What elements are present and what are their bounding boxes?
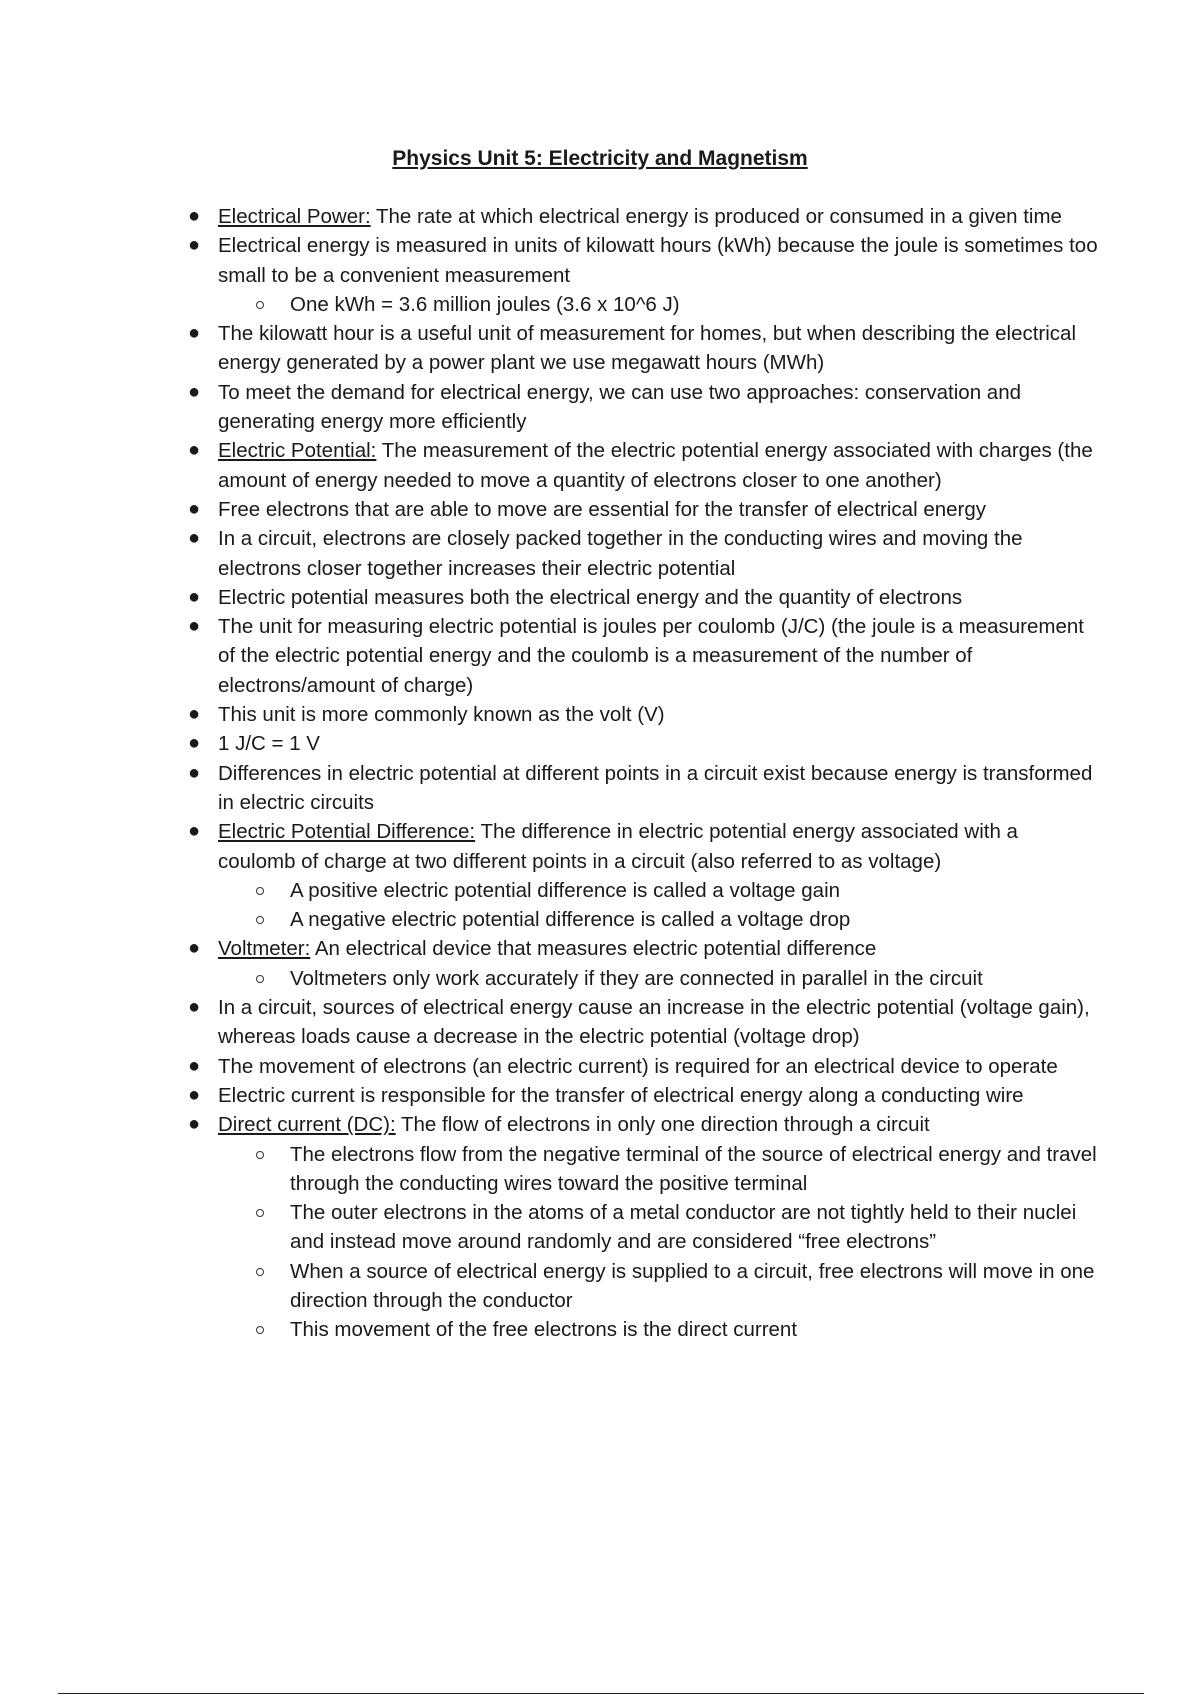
bullet-icon: ● xyxy=(187,761,201,784)
list-item xyxy=(187,817,1098,934)
notes-list xyxy=(187,202,1098,1345)
item-text: The movement of electrons (an electric current) is required for an electrical device to operate xyxy=(218,1054,1058,1078)
sub-list-item xyxy=(290,290,1098,319)
sub-list-item xyxy=(290,1140,1098,1199)
item-text: The rate at which electrical energy is produced or consumed in a given time xyxy=(370,205,1062,228)
bullet-icon: ● xyxy=(187,439,201,462)
hollow-bullet-icon xyxy=(256,1326,264,1334)
sub-item-text: When a source of electrical energy is supplied to a circuit, free electrons will move in one direction through the conductor xyxy=(290,1259,1095,1312)
sub-item-text: A negative electric potential difference is called a voltage drop xyxy=(290,908,851,932)
list-item xyxy=(187,729,1098,758)
list-item xyxy=(187,436,1098,495)
item-text: The flow of electrons in only one direction through a circuit xyxy=(395,1113,930,1137)
bullet-icon: ● xyxy=(187,820,201,843)
item-text: The measurement of the electric potential energy associated with charges (the amount of energy needed to move a quantity of electrons closer to one another) xyxy=(218,439,1093,492)
item-text: An electrical device that measures electric potential difference xyxy=(310,937,877,961)
bullet-icon: ● xyxy=(187,205,201,227)
hollow-bullet-icon xyxy=(256,1151,264,1159)
bullet-icon: ● xyxy=(187,1113,201,1136)
sub-list xyxy=(218,876,1098,935)
list-item xyxy=(187,700,1098,729)
list-item xyxy=(187,524,1098,583)
hollow-bullet-icon xyxy=(256,1209,264,1217)
list-item xyxy=(187,612,1098,700)
sub-list-item xyxy=(290,876,1098,905)
bullet-icon: ● xyxy=(187,615,201,638)
list-item xyxy=(187,319,1098,378)
hollow-bullet-icon xyxy=(256,916,264,924)
bullet-icon: ● xyxy=(187,585,201,608)
list-item xyxy=(187,495,1098,524)
bullet-icon: ● xyxy=(187,322,201,345)
item-text: To meet the demand for electrical energy, we can use two approaches: conservation and generating energy more efficiently xyxy=(218,380,1021,434)
item-text: 1 J/C = 1 V xyxy=(218,732,320,756)
list-item xyxy=(187,1110,1098,1344)
list-item xyxy=(187,934,1098,993)
item-text: The difference in electric potential energy associated with a coulomb of charge at two different points in a circuit (also referred to as voltage) xyxy=(218,820,1018,873)
bullet-icon: ● xyxy=(187,1054,201,1077)
bullet-icon: ● xyxy=(187,380,201,403)
sub-list xyxy=(218,1140,1098,1345)
term-label: Voltmeter: xyxy=(218,937,311,961)
bullet-icon: ● xyxy=(187,1083,201,1106)
sub-item-text: A positive electric potential difference is called a voltage gain xyxy=(290,878,841,902)
term-label: Direct current (DC): xyxy=(218,1113,396,1137)
term-label: Electric Potential Difference: xyxy=(218,820,476,844)
bullet-icon: ● xyxy=(187,703,201,726)
sub-item-text: This movement of the free electrons is the direct current xyxy=(290,1318,798,1342)
bullet-icon: ● xyxy=(187,497,201,520)
list-item xyxy=(187,378,1098,437)
list-item xyxy=(187,993,1098,1052)
term-label: Electrical Power: xyxy=(218,205,371,228)
bullet-icon: ● xyxy=(187,234,201,257)
footer-divider xyxy=(58,1693,1144,1694)
bullet-icon: ● xyxy=(187,732,201,755)
hollow-bullet-icon xyxy=(256,1268,264,1276)
item-text: Electric potential measures both the electrical energy and the quantity of electrons xyxy=(218,585,963,609)
item-text: In a circuit, sources of electrical energy cause an increase in the electric potential (voltage gain), whereas loads cause a decrease in the electric potential (voltage drop) xyxy=(218,996,1090,1049)
item-text: Electrical energy is measured in units of kilowatt hours (kWh) because the joule is sometimes too small to be a convenient measurement xyxy=(218,234,1098,287)
list-item xyxy=(187,231,1098,319)
list-item xyxy=(187,1081,1098,1110)
hollow-bullet-icon xyxy=(256,975,264,983)
page-title: Physics Unit 5: Electricity and Magnetism xyxy=(392,147,808,170)
item-text: Free electrons that are able to move are essential for the transfer of electrical energy xyxy=(218,497,986,521)
sub-item-text: One kWh = 3.6 million joules (3.6 x 10^6 J) xyxy=(290,292,680,316)
item-text: In a circuit, electrons are closely packed together in the conducting wires and moving the electrons closer together increases their electric potential xyxy=(218,527,1023,580)
list-item xyxy=(187,202,1098,231)
sub-item-text: Voltmeters only work accurately if they are connected in parallel in the circuit xyxy=(290,966,983,990)
sub-item-text: The outer electrons in the atoms of a metal conductor are not tightly held to their nuclei and instead move around randomly and are considered “free electrons” xyxy=(290,1201,1077,1254)
sub-list xyxy=(218,964,1098,993)
hollow-bullet-icon xyxy=(256,301,264,309)
sub-list-item xyxy=(290,905,1098,934)
bullet-icon: ● xyxy=(187,996,201,1019)
sub-list-item xyxy=(290,1198,1098,1257)
term-label: Electric Potential: xyxy=(218,439,377,463)
bullet-icon: ● xyxy=(187,527,201,550)
hollow-bullet-icon xyxy=(256,887,264,895)
item-text: The unit for measuring electric potential is joules per coulomb (J/C) (the joule is a measurement of the electric potential energy and the coulomb is a measurement of the number of electrons/amount of charge) xyxy=(218,615,1084,697)
item-text: Differences in electric potential at different points in a circuit exist because energy is transformed in electric circuits xyxy=(218,761,1093,814)
list-item xyxy=(187,1052,1098,1081)
bullet-icon: ● xyxy=(187,937,201,960)
sub-list-item xyxy=(290,1257,1098,1316)
item-text: This unit is more commonly known as the volt (V) xyxy=(218,703,665,727)
item-text: Electric current is responsible for the transfer of electrical energy along a conducting wire xyxy=(218,1083,1024,1107)
item-text: The kilowatt hour is a useful unit of measurement for homes, but when describing the electrical energy generated by a power plant we use megawatt hours (MWh) xyxy=(218,322,1077,375)
sub-item-text: The electrons flow from the negative terminal of the source of electrical energy and travel through the conducting wires toward the positive terminal xyxy=(290,1142,1097,1195)
sub-list xyxy=(218,290,1098,319)
sub-list-item xyxy=(290,964,1098,993)
list-item xyxy=(187,583,1098,612)
list-item xyxy=(187,759,1098,818)
sub-list-item xyxy=(290,1315,1098,1344)
